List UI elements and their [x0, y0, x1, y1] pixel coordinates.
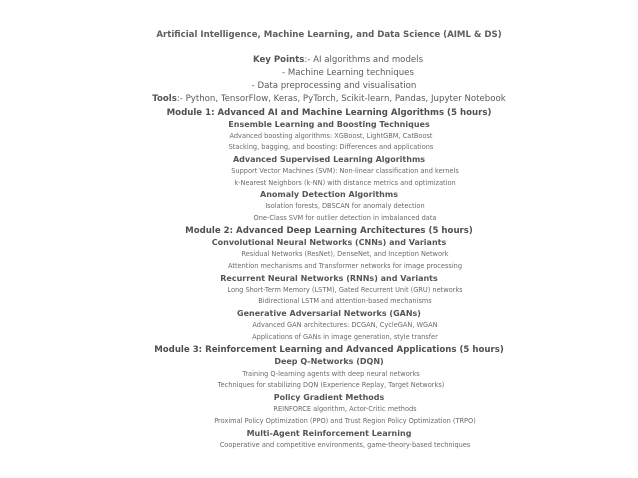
module-2-topic-3-item-1: Advanced GAN architectures: DCGAN, CycleGAN, WGAN — [252, 321, 438, 329]
module-1-topic-3-title: Anomaly Detection Algorithms — [260, 190, 398, 199]
module-3-topic-1-item-2: Techniques for stabilizing DQN (Experience Replay, Target Networks) — [217, 381, 445, 389]
module-2-topic-3-title: Generative Adversarial Networks (GANs) — [237, 309, 421, 318]
module-3-topic-2-item-2: Proximal Policy Optimization (PPO) and Trust Region Policy Optimization (TRPO) — [214, 417, 476, 425]
module-2-topic-2-item-1: Long Short-Term Memory (LSTM), Gated Recurrent Unit (GRU) networks — [227, 286, 463, 294]
module-1-topic-1-title: Ensemble Learning and Boosting Techniques — [228, 120, 430, 129]
module-2-title: Module 2: Advanced Deep Learning Architectures (5 hours) — [185, 226, 473, 236]
module-3-title: Module 3: Reinforcement Learning and Advanced Applications (5 hours) — [154, 345, 504, 355]
module-3-topic-3-title: Multi-Agent Reinforcement Learning — [246, 429, 412, 438]
module-2-topic-3-item-2: Applications of GANs in image generation, style transfer — [252, 333, 438, 341]
module-3-topic-1-item-1: Training Q-learning agents with deep neural networks — [242, 370, 420, 378]
module-1-title: Module 1: Advanced AI and Machine Learning Algorithms (5 hours) — [166, 108, 492, 118]
module-3-topic-2-item-1: REINFORCE algorithm, Actor-Critic methods — [273, 405, 417, 413]
module-2-topic-2-item-2: Bidirectional LSTM and attention-based mechanisms — [258, 297, 432, 305]
key-points-text-1: :- AI algorithms and models — [304, 55, 424, 65]
module-1-topic-2-item-2: k-Nearest Neighbors (k-NN) with distance metrics and optimization — [234, 179, 456, 187]
tools-text: :- Python, TensorFlow, Keras, PyTorch, Scikit-learn, Pandas, Jupyter Notebook — [176, 94, 506, 104]
module-3-topic-2-title: Policy Gradient Methods — [273, 393, 385, 402]
key-points-line-3: - Data preprocessing and visualisation — [251, 81, 417, 91]
tools-line — [152, 95, 506, 104]
module-1-topic-2-item-1: Support Vector Machines (SVM): Non-linear classification and kernels — [231, 167, 459, 175]
document-title: Artificial Intelligence, Machine Learning, and Data Science (AIML & DS) — [156, 30, 502, 40]
module-2-topic-2-title: Recurrent Neural Networks (RNNs) and Variants — [220, 274, 438, 283]
module-1-topic-1-item-1: Advanced boosting algorithms: XGBoost, LightGBM, CatBoost — [229, 132, 433, 140]
module-3-topic-1-title: Deep Q-Networks (DQN) — [274, 357, 384, 366]
module-2-topic-1-title: Convolutional Neural Networks (CNNs) and Variants — [211, 238, 447, 247]
module-1-topic-3-item-1: Isolation forests, DBSCAN for anomaly detection — [265, 202, 425, 210]
module-1-topic-2-title: Advanced Supervised Learning Algorithms — [232, 155, 426, 164]
module-1-topic-1-item-2: Stacking, bagging, and boosting: Differences and applications — [228, 143, 434, 151]
module-2-topic-1-item-1: Residual Networks (ResNet), DenseNet, and Inception Network — [241, 250, 449, 258]
key-points-line-1 — [253, 56, 423, 65]
module-1-topic-3-item-2: One-Class SVM for outlier detection in imbalanced data — [253, 214, 437, 222]
key-points-label: Key Points — [252, 55, 305, 65]
module-2-topic-1-item-2: Attention mechanisms and Transformer networks for image processing — [227, 262, 463, 270]
key-points-line-2: - Machine Learning techniques — [282, 68, 414, 78]
module-3-topic-3-item-1: Cooperative and competitive environments, game-theory-based techniques — [219, 441, 471, 449]
tools-label: Tools — [152, 94, 177, 104]
